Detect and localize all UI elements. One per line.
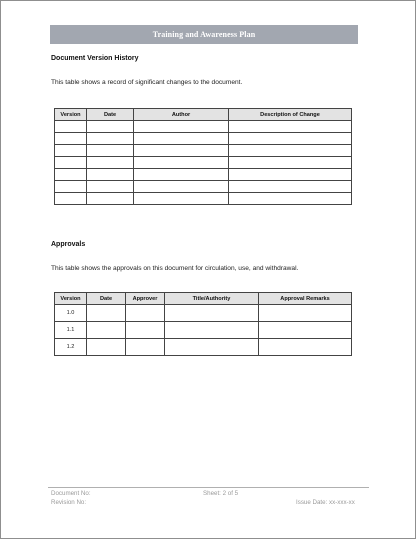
column-header-description: Description of Change [229, 109, 352, 121]
table-cell [229, 181, 352, 193]
table-row [55, 193, 352, 205]
table-cell [229, 145, 352, 157]
table-cell [87, 305, 126, 322]
table-cell [87, 339, 126, 356]
approvals-intro: This table shows the approvals on this document for circulation, use, and withdrawal. [51, 265, 299, 272]
column-header-author: Author [134, 109, 229, 121]
footer-document-no: Document No: [51, 490, 91, 497]
footer-divider [48, 487, 369, 488]
table-cell [87, 181, 134, 193]
column-header-approver: Approver [126, 293, 165, 305]
table-cell [126, 305, 165, 322]
version-history-heading: Document Version History [51, 55, 139, 62]
column-header-version: Version [55, 109, 87, 121]
table-row [55, 339, 352, 356]
table-cell [134, 193, 229, 205]
version-history-intro: This table shows a record of significant changes to the document. [51, 79, 243, 86]
footer-sheet-number: Sheet: 2 of 5 [203, 490, 239, 497]
table-cell [165, 305, 259, 322]
table-cell [134, 181, 229, 193]
table-cell [229, 169, 352, 181]
table-cell [259, 305, 352, 322]
table-row [55, 305, 352, 322]
version-cell: 1.2 [55, 339, 87, 356]
version-history-body [55, 121, 352, 205]
table-row [55, 145, 352, 157]
table-cell [55, 121, 87, 133]
table-cell [87, 322, 126, 339]
table-cell [55, 133, 87, 145]
version-cell: 1.0 [55, 305, 87, 322]
table-row [55, 121, 352, 133]
table-row [55, 157, 352, 169]
table-cell [134, 121, 229, 133]
table-cell [259, 322, 352, 339]
column-header-version: Version [55, 293, 87, 305]
table-header-row [55, 293, 352, 305]
table-cell [134, 133, 229, 145]
approvals-heading: Approvals [51, 241, 86, 248]
table-row [55, 322, 352, 339]
footer-issue-date: Issue Date: xx-xxx-xx [296, 499, 355, 506]
table-cell [55, 193, 87, 205]
table-cell [87, 145, 134, 157]
table-cell [134, 169, 229, 181]
table-row [55, 181, 352, 193]
table-cell [87, 193, 134, 205]
version-history-table [54, 108, 352, 205]
column-header-approval-remarks: Approval Remarks [259, 293, 352, 305]
table-cell [87, 169, 134, 181]
table-cell [87, 121, 134, 133]
table-cell [55, 145, 87, 157]
table-row [55, 169, 352, 181]
column-header-date: Date [87, 109, 134, 121]
table-cell [126, 322, 165, 339]
table-cell [134, 145, 229, 157]
table-cell [87, 133, 134, 145]
table-cell [165, 339, 259, 356]
table-cell [126, 339, 165, 356]
table-cell [87, 157, 134, 169]
table-cell [229, 133, 352, 145]
table-cell [55, 169, 87, 181]
footer-revision-no: Revision No: [51, 499, 87, 506]
table-cell [134, 157, 229, 169]
column-header-date: Date [87, 293, 126, 305]
version-cell: 1.1 [55, 322, 87, 339]
approvals-body [55, 305, 352, 356]
table-cell [259, 339, 352, 356]
table-header-row [55, 109, 352, 121]
document-title: Training and Awareness Plan [50, 25, 358, 44]
table-cell [55, 157, 87, 169]
table-row [55, 133, 352, 145]
table-cell [229, 193, 352, 205]
table-cell [229, 157, 352, 169]
table-cell [165, 322, 259, 339]
table-cell [229, 121, 352, 133]
table-cell [55, 181, 87, 193]
approvals-table [54, 292, 352, 356]
column-header-title-authority: Title/Authority [165, 293, 259, 305]
